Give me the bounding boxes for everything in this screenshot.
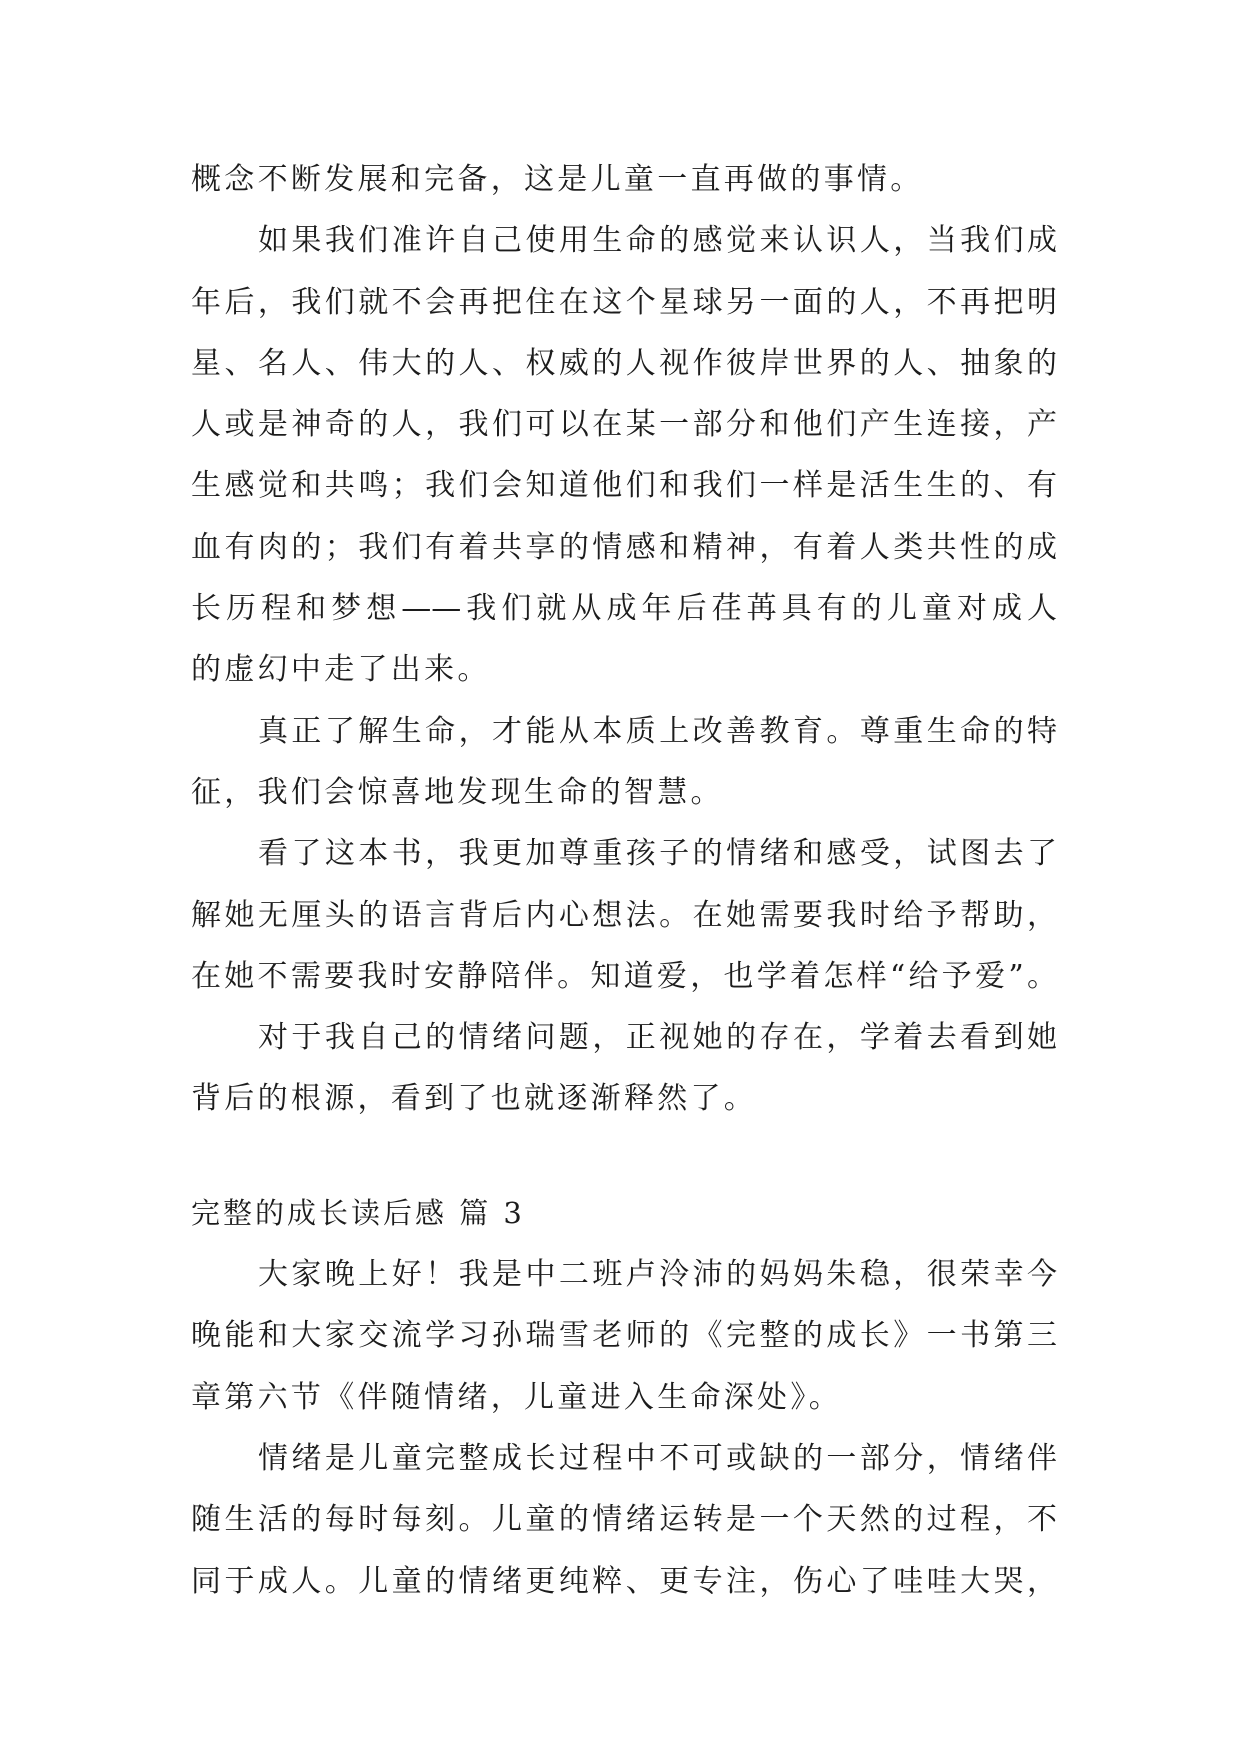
- paragraph: [191, 1007, 1057, 1130]
- text-line: 血有肉的；我们有着共享的情感和精神，有着人类共性的成: [191, 529, 1057, 565]
- section-heading: 完整的成长读后感 篇 3: [191, 1195, 525, 1230]
- text-line: 大家晚上好！我是中二班卢泠沛的妈妈朱稳，很荣幸今: [258, 1257, 1057, 1293]
- text-line: 长历程和梦想——我们就从成年后荏苒具有的儿童对成人: [191, 591, 1057, 627]
- text-line: 背后的根源，看到了也就逐渐释然了。: [191, 1081, 758, 1117]
- paragraph: [191, 701, 1057, 824]
- text-line: 星、名人、伟大的人、权威的人视作彼岸世界的人、抽象的: [191, 345, 1057, 381]
- text-line: 的虚幻中走了出来。: [191, 652, 491, 688]
- text-line: 同于成人。儿童的情绪更纯粹、更专注，伤心了哇哇大哭，: [191, 1563, 1057, 1599]
- paragraph: [191, 1428, 1057, 1612]
- text-line: 真正了解生命，才能从本质上改善教育。尊重生命的特: [258, 713, 1057, 749]
- paragraph: [191, 823, 1057, 1007]
- text-line: 对于我自己的情绪问题，正视她的存在，学着去看到她: [258, 1020, 1057, 1056]
- text-line: 情绪是儿童完整成长过程中不可或缺的一部分，情绪伴: [258, 1440, 1057, 1476]
- paragraph: [191, 149, 1057, 210]
- text-line: 人或是神奇的人，我们可以在某一部分和他们产生连接，产: [191, 407, 1057, 443]
- text-line: 如果我们准许自己使用生命的感觉来认识人，当我们成: [258, 223, 1057, 259]
- paragraph: [191, 1244, 1057, 1428]
- paragraph: [191, 210, 1057, 700]
- text-line: 看了这本书，我更加尊重孩子的情绪和感受，试图去了: [258, 836, 1057, 872]
- text-line: 章第六节《伴随情绪，儿童进入生命深处》。: [191, 1379, 842, 1415]
- text-line: 晚能和大家交流学习孙瑞雪老师的《完整的成长》一书第三: [191, 1318, 1057, 1354]
- text-line: 在她不需要我时安静陪伴。知道爱，也学着怎样“给予爱”。: [191, 958, 1057, 994]
- document-body: [191, 149, 1057, 1612]
- text-line: 征，我们会惊喜地发现生命的智慧。: [191, 774, 724, 810]
- text-line: 生感觉和共鸣；我们会知道他们和我们一样是活生生的、有: [191, 468, 1057, 504]
- text-line: 年后，我们就不会再把住在这个星球另一面的人，不再把明: [191, 284, 1057, 320]
- text-line: 概念不断发展和完备，这是儿童一直再做的事情。: [191, 162, 924, 197]
- text-line: 随生活的每时每刻。儿童的情绪运转是一个天然的过程，不: [191, 1502, 1057, 1538]
- text-line: 解她无厘头的语言背后内心想法。在她需要我时给予帮助，: [191, 897, 1057, 933]
